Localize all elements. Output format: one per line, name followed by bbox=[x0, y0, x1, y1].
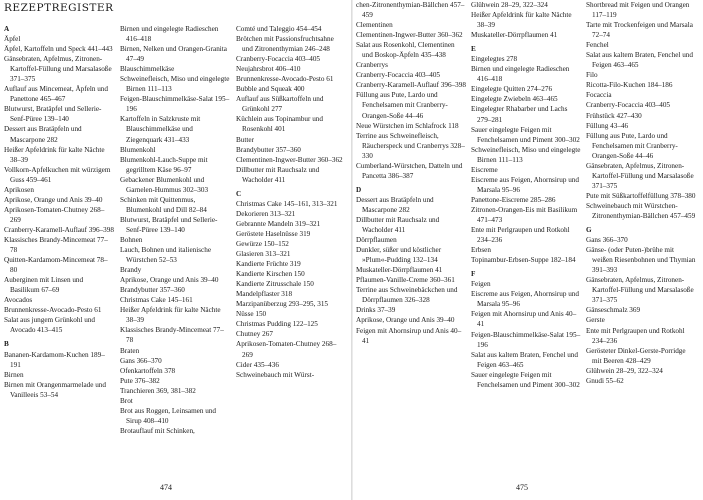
index-entry: Cranberry-Focaccia 403–405 bbox=[356, 71, 441, 80]
index-entry: Blumenkohl bbox=[120, 145, 156, 154]
index-entry: Feigen-Blauschimmelkäse-Salat 195–196 bbox=[120, 95, 230, 114]
index-entry: Eingelegter Rhabarber und Lachs 279–281 bbox=[471, 105, 568, 124]
index-column bbox=[236, 24, 346, 380]
index-entry: Neujahrsbrot 406–410 bbox=[236, 65, 301, 74]
index-entry: Cranberry-Focaccia 403–405 bbox=[586, 101, 671, 110]
index-entry: Gänsebraten, Apfelmus, Zitronen-Kartoffel-Füllung und Marsalasoße 371–375 bbox=[4, 55, 112, 84]
index-entry: Küchlein aus Topinambur und Rosenkohl 401 bbox=[236, 115, 323, 134]
index-entry: Gerösteter Dinkel-Gerste-Porridge mit Beeren 428–429 bbox=[586, 346, 686, 365]
index-entry: Shortbread mit Feigen und Orangen 117–119 bbox=[586, 1, 690, 20]
index-entry: Brandy bbox=[120, 266, 142, 275]
index-entry: Pute 376–382 bbox=[120, 376, 160, 385]
index-entry: Sauer eingelegte Feigen mit Fenchelsamen und Piment 300–302 bbox=[471, 125, 580, 144]
index-entry: Brandybutter 357–360 bbox=[236, 145, 301, 154]
index-entry: Heißer Apfeldrink für kalte Nächte 38–39 bbox=[4, 145, 105, 164]
index-entry: Äpfel bbox=[4, 35, 21, 44]
index-entry: Glühwein 28–29, 322–324 bbox=[471, 1, 548, 9]
section-letter: C bbox=[236, 189, 242, 198]
index-entry: Ofenkartoffeln 378 bbox=[120, 366, 176, 375]
index-entry: Glühwein 28–29, 322–324 bbox=[586, 366, 663, 375]
index-entry: Topinambur-Erbsen-Suppe 182–184 bbox=[471, 256, 576, 265]
index-entry: Auflauf aus Mincemeat, Äpfeln und Panettone 465–467 bbox=[4, 85, 108, 104]
index-column bbox=[586, 0, 696, 386]
index-entry: Gebrannte Mandeln 319–321 bbox=[236, 219, 321, 228]
page-heading: REZEPTREGISTER bbox=[4, 2, 114, 14]
index-entry: Cumberland-Würstchen, Datteln und Pancetta 386–387 bbox=[356, 161, 463, 180]
index-entry: Eiscreme aus Feigen, Ahornsirup und Marsala 95–96 bbox=[471, 290, 579, 309]
index-entry: Mandelpflaster 318 bbox=[236, 290, 293, 299]
index-entry: Brotauflauf mit Schinken, bbox=[120, 426, 195, 435]
index-entry: Brot aus Roggen, Leinsamen und Sirup 408–410 bbox=[120, 406, 217, 425]
index-entry: Brot bbox=[120, 396, 133, 405]
index-entry: Birnen und eingelegte Radieschen 416–418 bbox=[120, 25, 219, 44]
index-entry: Feigen mit Ahornsirup und Anis 40–41 bbox=[356, 326, 462, 345]
index-entry: Nüsse 150 bbox=[236, 310, 267, 319]
index-entry: Gebackener Blumenkohl und Garnelen-Hummus 302–303 bbox=[120, 175, 209, 194]
index-entry: Bohnen bbox=[120, 235, 143, 244]
index-entry: Bananen-Kardamom-Kuchen 189–191 bbox=[4, 350, 105, 369]
section-letter: G bbox=[586, 226, 592, 235]
index-entry: Gerste bbox=[586, 316, 605, 325]
index-entry: Salat aus Rosenkohl, Clementinen und Boskop-Äpfeln 435–438 bbox=[356, 41, 455, 60]
index-column bbox=[356, 0, 466, 346]
index-entry: Butter bbox=[236, 135, 254, 144]
index-entry: Dunkler, süßer und köstlicher »Plum«-Pudding 132–134 bbox=[356, 246, 442, 265]
index-entry: Muskateller-Dörrpflaumen 41 bbox=[471, 31, 558, 40]
index-entry: Gänseschmalz 369 bbox=[586, 306, 641, 315]
index-entry: Comté und Taleggio 454–454 bbox=[236, 25, 322, 33]
index-entry: Gnudi 55–62 bbox=[586, 376, 624, 385]
index-column bbox=[471, 0, 581, 390]
book-gutter bbox=[351, 0, 353, 500]
index-entry: Schweinebauch mit Würst- bbox=[236, 370, 315, 379]
index-entry: Aprikose, Orange und Anis 39–40 bbox=[4, 195, 103, 204]
index-entry: Christmas Pudding 122–125 bbox=[236, 320, 318, 329]
index-entry: Salat aus kaltem Braten, Fenchel und Feigen 463–465 bbox=[471, 350, 578, 369]
right-page bbox=[354, 0, 703, 500]
index-entry: Aprikose, Orange und Anis 39–40 bbox=[356, 316, 455, 325]
index-entry: Kandierte Kirschen 150 bbox=[236, 270, 305, 279]
index-entry: Ente mit Perlgraupen und Rotkohl 234–236 bbox=[471, 226, 570, 245]
index-entry: Eiscreme aus Feigen, Ahornsirup und Marsala 95–96 bbox=[471, 175, 579, 194]
index-entry: Pute mit Süßkartoffelfüllung 378–380 bbox=[586, 191, 696, 200]
index-entry: Clementinen-Ingwer-Butter 360–362 bbox=[356, 31, 463, 40]
page-number: 475 bbox=[516, 483, 528, 492]
index-entry: Kartoffeln in Salzkruste mit Blauschimmelkäse und Ziegenquark 431–433 bbox=[120, 115, 201, 144]
index-entry: Feigen bbox=[471, 280, 491, 289]
index-entry: Aprikosen-Tomaten-Chutney 268–269 bbox=[236, 340, 337, 359]
index-entry: Erbsen bbox=[471, 246, 491, 255]
index-entry: Eingelegte Quitten 274–276 bbox=[471, 85, 553, 94]
index-entry: Gans 366–370 bbox=[586, 236, 628, 245]
section-letter: F bbox=[471, 270, 476, 279]
index-entry: Zitronen-Orangen-Eis mit Basilikum 471–473 bbox=[471, 205, 578, 224]
index-entry: Gänsebraten, Apfelmus, Zitronen-Kartoffel-Füllung und Marsalasoße 371–375 bbox=[586, 276, 694, 305]
index-entry: Blutwurst, Bratäpfel und Sellerie-Senf-Püree 139–140 bbox=[120, 215, 218, 234]
index-entry: Dessert aus Bratäpfeln und Mascarpone 282 bbox=[4, 125, 82, 144]
section-letter: B bbox=[4, 340, 9, 349]
index-entry: Aprikosen-Tomaten-Chutney 268–269 bbox=[4, 205, 105, 224]
index-entry: Fenchel bbox=[586, 41, 609, 50]
index-entry: Salat aus kaltem Braten, Fenchel und Feigen 463–465 bbox=[586, 51, 693, 70]
index-entry: Schweinefleisch, Miso und eingelegte Birnen 111–113 bbox=[120, 75, 230, 94]
index-entry: Panettone-Eiscreme 285–286 bbox=[471, 195, 556, 204]
index-entry: Tranchieren 369, 381–382 bbox=[120, 386, 196, 395]
section-letter: A bbox=[4, 25, 10, 33]
index-entry: Cranberry-Karamell-Auflauf 396–398 bbox=[356, 81, 466, 90]
index-entry: Vollkorn-Apfelkuchen mit würzigem Guss 459–461 bbox=[4, 165, 111, 184]
index-entry: Dillbutter mit Rauchsalz und Wacholder 411 bbox=[356, 215, 440, 235]
section-letter: D bbox=[356, 185, 362, 194]
index-entry: Aprikosen bbox=[4, 185, 34, 194]
index-entry: Blutwurst, Bratäpfel und Sellerie-Senf-Püree 139–140 bbox=[4, 105, 102, 124]
index-entry: Klassisches Brandy-Mincemeat 77–78 bbox=[120, 326, 224, 345]
index-column bbox=[4, 24, 114, 400]
index-entry: Brunnenkresse-Avocado-Pesto 61 bbox=[4, 306, 102, 315]
index-entry: Schinken mit Quittenmus, Blumenkohl und Dill 82–84 bbox=[120, 195, 207, 214]
index-entry: Gewürze 150–152 bbox=[236, 239, 289, 248]
index-entry: Brandybutter 357–360 bbox=[120, 286, 185, 295]
index-entry: Chutney 267 bbox=[236, 330, 273, 339]
index-entry: Ente mit Perlgraupen und Rotkohl 234–236 bbox=[586, 326, 685, 345]
index-entry: Cranberrys bbox=[356, 61, 388, 70]
left-page bbox=[0, 0, 350, 500]
index-entry: Auflauf aus Süßkartoffeln und Grünkohl 277 bbox=[236, 95, 324, 114]
index-entry: Cranberry-Focaccia 403–405 bbox=[236, 55, 321, 64]
index-entry: Eingelegtes 278 bbox=[471, 55, 518, 64]
index-entry: Birnen, Nelken und Orangen-Granita 47–49 bbox=[120, 45, 227, 64]
index-entry: Drinks 37–39 bbox=[356, 306, 396, 315]
index-entry: Dillbutter mit Rauchsalz und Wacholder 411 bbox=[236, 165, 320, 184]
index-entry: Aprikose, Orange und Anis 39–40 bbox=[120, 276, 219, 285]
index-entry: Clementinen-Ingwer-Butter 360–362 bbox=[236, 155, 343, 164]
index-entry: Focaccia bbox=[586, 91, 612, 100]
index-entry: Kandierte Früchte 319 bbox=[236, 260, 301, 269]
index-entry: Christmas Cake 145–161, 313–321 bbox=[236, 199, 338, 208]
index-entry: Birnen mit Orangenmarmelade und Vanilleeis 53–54 bbox=[4, 380, 106, 399]
index-entry: Braten bbox=[120, 346, 140, 355]
index-entry: Feigen mit Ahornsirup und Anis 40–41 bbox=[471, 310, 577, 329]
index-entry: Muskateller-Dörrpflaumen 41 bbox=[356, 266, 443, 275]
index-entry: Füllung aus Pute, Lardo und Fenchelsamen mit Cranberry-Orangen-Soße 44–46 bbox=[356, 91, 448, 120]
index-entry: Cranberry-Karamell-Auflauf 396–398 bbox=[4, 225, 114, 234]
page-number: 474 bbox=[160, 483, 172, 492]
index-entry: Sauer eingelegte Feigen mit Fenchelsamen und Piment 300–302 bbox=[471, 370, 580, 389]
index-entry: Gans 366–370 bbox=[120, 356, 162, 365]
index-entry: Terrine aus Schweinebäckchen und Dörrpflaumen 326–328 bbox=[356, 286, 458, 305]
index-entry: Clementinen bbox=[356, 21, 393, 30]
index-column bbox=[120, 24, 230, 436]
index-entry: Birnen und eingelegte Radieschen 416–418 bbox=[471, 65, 570, 84]
index-entry: Terrine aus Schweinefleisch, Räucherspeck und Cranberrys 328–330 bbox=[356, 131, 465, 160]
index-entry: Dörrpflaumen bbox=[356, 236, 397, 245]
index-entry: Gänse- (oder Puten-)brühe mit weißen Riesenbohnen und Thymian 391–393 bbox=[586, 246, 696, 275]
index-entry: Schweinefleisch, Miso und eingelegte Birnen 111–113 bbox=[471, 145, 581, 164]
index-entry: Blumenkohl-Lauch-Suppe mit gegrilltem Käse 96–97 bbox=[120, 155, 208, 174]
index-entry: Pflaumen-Vanille-Creme 360–361 bbox=[356, 276, 455, 285]
section-letter: E bbox=[471, 45, 476, 54]
index-entry: Glasieren 313–321 bbox=[236, 250, 291, 259]
index-entry: Bubble and Squeak 400 bbox=[236, 85, 305, 94]
index-entry: Birnen bbox=[4, 370, 24, 379]
index-entry: Avocados bbox=[4, 296, 33, 305]
index-entry: Marzipanüberzug 293–295, 315 bbox=[236, 300, 329, 309]
index-entry: Frühstück 427–430 bbox=[586, 111, 642, 120]
index-entry: Dessert aus Bratäpfeln und Mascarpone 282 bbox=[356, 195, 434, 214]
index-entry: Geröstete Haselnüsse 319 bbox=[236, 229, 311, 238]
index-entry: Heißer Apfeldrink für kalte Nächte 38–39 bbox=[471, 11, 572, 30]
index-entry: Ricotta-Filo-Kuchen 184–186 bbox=[586, 81, 673, 90]
index-entry: Eiscreme bbox=[471, 165, 498, 174]
index-entry: Christmas Cake 145–161 bbox=[120, 296, 193, 305]
index-entry: Lauch, Bohnen und italienische Würstchen 52–53 bbox=[120, 246, 212, 265]
index-entry: Neue Würstchen im Schlafrock 118 bbox=[356, 121, 459, 130]
index-entry: Quitten-Kardamom-Mincemeat 78–80 bbox=[4, 256, 108, 275]
index-entry: Kandierte Zitrusschale 150 bbox=[236, 280, 314, 289]
index-entry: Blauschimmelkäse bbox=[120, 65, 175, 74]
index-entry: Cider 435–436 bbox=[236, 360, 279, 369]
index-entry: Klassisches Brandy-Mincemeat 77–78 bbox=[4, 235, 108, 255]
index-entry: Schweinebauch mit Würstchen-Zitronenthymian-Bällchen 457–459 bbox=[586, 201, 696, 220]
index-entry: Füllung 43–46 bbox=[586, 121, 629, 130]
index-entry: Äpfel, Kartoffeln und Speck 441–443 bbox=[4, 45, 113, 54]
index-entry: Filo bbox=[586, 71, 598, 80]
index-entry: Salat aus jungem Grünkohl und Avocado 413–415 bbox=[4, 316, 96, 335]
index-entry: Heißer Apfeldrink für kalte Nächte 38–39 bbox=[120, 306, 221, 325]
index-entry: chen-Zitronenthymian-Bällchen 457–459 bbox=[356, 1, 465, 20]
index-entry: Feigen-Blauschimmelkäse-Salat 195–196 bbox=[471, 330, 581, 349]
index-entry: Brötchen mit Passionsfruchtsahne und Zitronenthymian 246–248 bbox=[236, 35, 334, 54]
index-entry: Brunnenkresse-Avocado-Pesto 61 bbox=[236, 75, 334, 84]
index-entry: Tarte mit Trockenfeigen und Marsala 72–74 bbox=[586, 21, 693, 40]
index-entry: Eingelegte Zwiebeln 463–465 bbox=[471, 95, 558, 104]
index-entry: Füllung aus Pute, Lardo und Fenchelsamen mit Cranberry-Orangen-Soße 44–46 bbox=[586, 131, 678, 160]
index-entry: Dekorieren 313–321 bbox=[236, 209, 296, 218]
index-entry: Gänsebraten, Apfelmus, Zitronen-Kartoffel-Füllung und Marsalasoße 371–375 bbox=[586, 161, 694, 190]
index-entry: Auberginen mit Linsen und Basilikum 67–69 bbox=[4, 276, 84, 295]
